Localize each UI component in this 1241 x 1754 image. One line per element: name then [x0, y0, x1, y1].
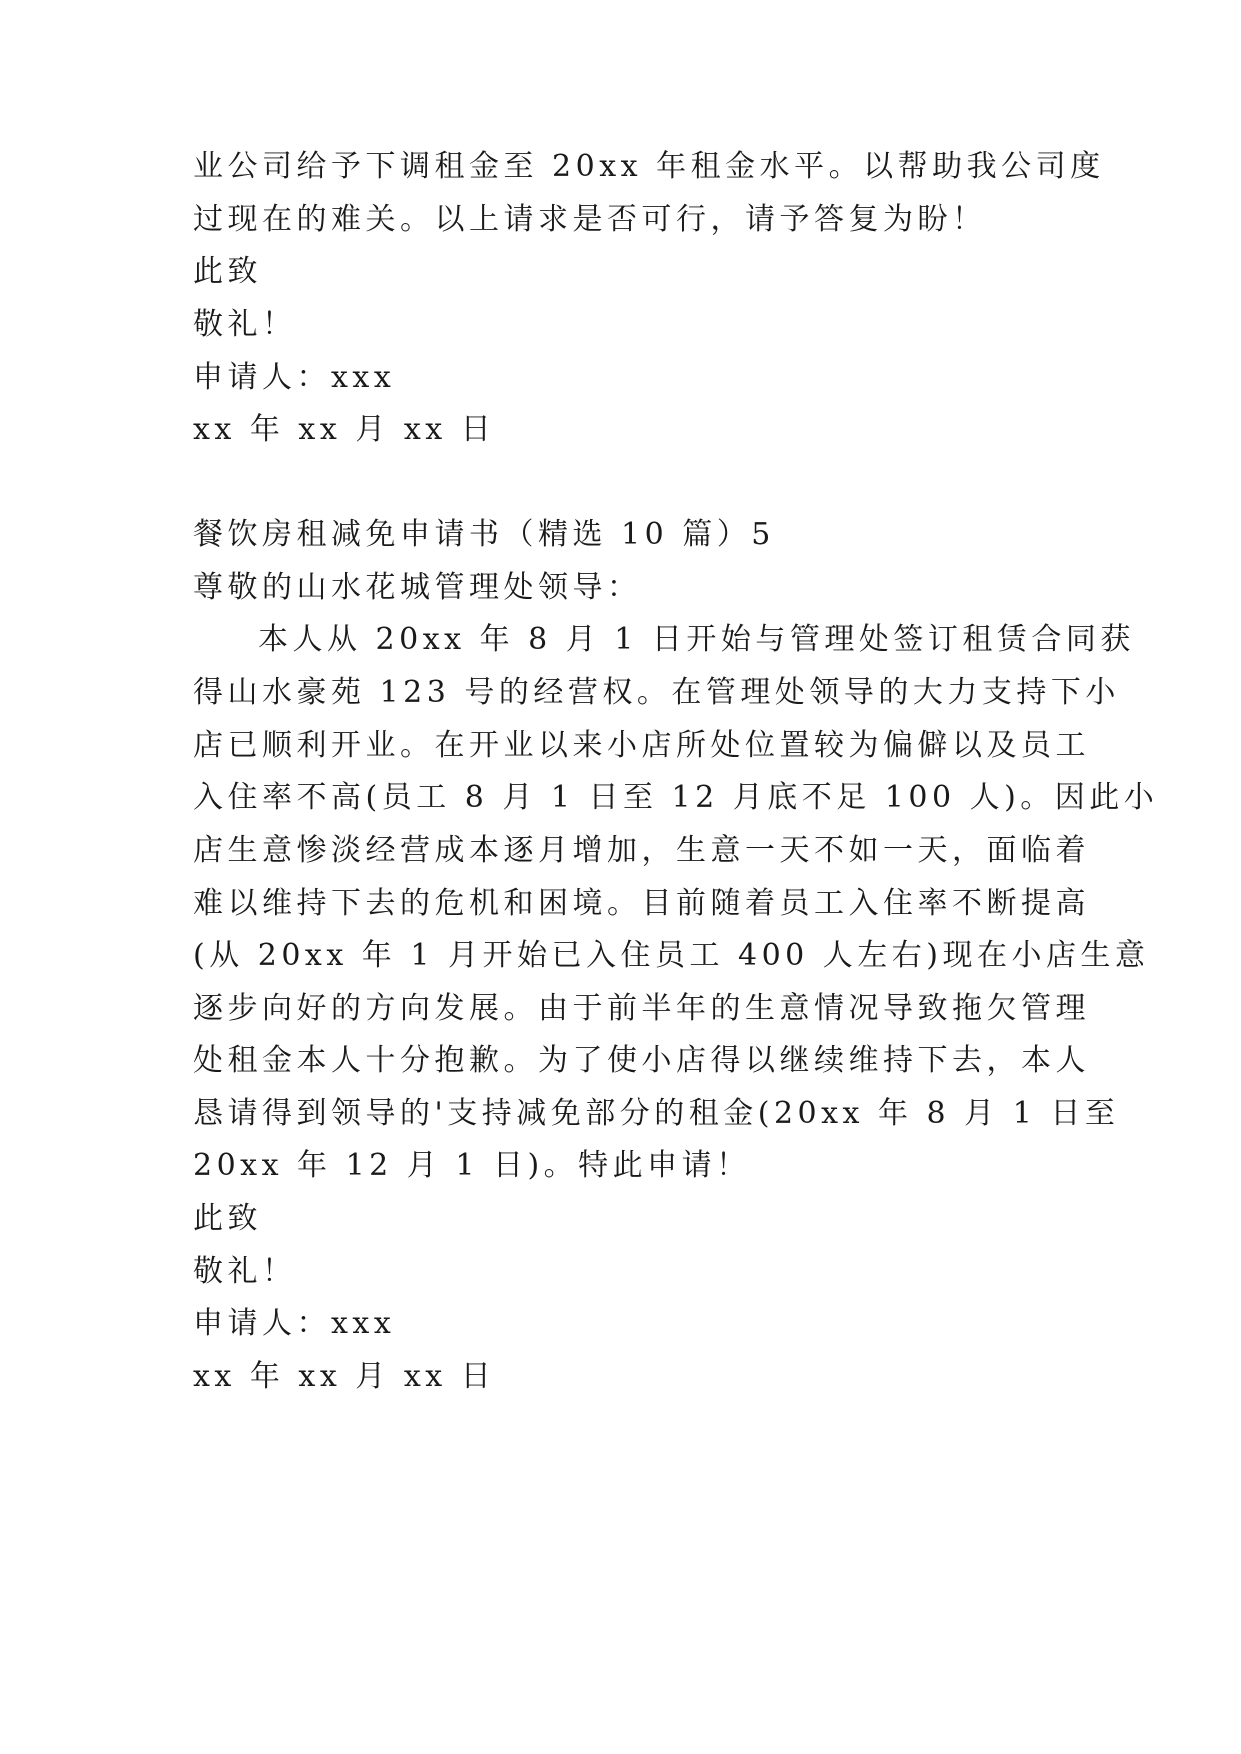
paragraph-line: 业公司给予下调租金至 20xx 年租金水平。以帮助我公司度: [193, 149, 1105, 184]
paragraph-line: 逐步向好的方向发展。由于前半年的生意情况导致拖欠管理: [193, 991, 1090, 1026]
paragraph-line: 得山水豪苑 123 号的经营权。在管理处领导的大力支持下小: [193, 675, 1120, 710]
date-line: xx 年 xx 月 xx 日: [193, 1359, 496, 1394]
applicant-line: 申请人：xxx: [193, 1306, 396, 1341]
closing-line: 此致: [193, 1201, 262, 1236]
paragraph-line: 店已顺利开业。在开业以来小店所处位置较为偏僻以及员工: [193, 728, 1090, 763]
paragraph-line: (从 20xx 年 1 月开始已入住员工 400 人左右)现在小店生意: [193, 938, 1150, 973]
applicant-line: 申请人：xxx: [193, 360, 396, 395]
paragraph-line: 处租金本人十分抱歉。为了使小店得以继续维持下去，本人: [193, 1043, 1090, 1078]
paragraph-line: 过现在的难关。以上请求是否可行，请予答复为盼！: [193, 202, 987, 237]
section-title: 餐饮房租减免申请书（精选 10 篇）5: [193, 517, 775, 552]
paragraph-line: 入住率不高(员工 8 月 1 日至 12 月底不足 100 人)。因此小: [193, 780, 1159, 815]
paragraph-line: 本人从 20xx 年 8 月 1 日开始与管理处签订租赁合同获: [258, 622, 1135, 657]
paragraph-line: 20xx 年 12 月 1 日)。特此申请！: [193, 1148, 751, 1183]
date-line: xx 年 xx 月 xx 日: [193, 412, 496, 447]
closing-line: 敬礼！: [193, 1254, 297, 1289]
paragraph-line: 难以维持下去的危机和困境。目前随着员工入住率不断提高: [193, 886, 1090, 921]
closing-line: 此致: [193, 254, 262, 289]
paragraph-line: 店生意惨淡经营成本逐月增加，生意一天不如一天，面临着: [193, 833, 1090, 868]
paragraph-line: 恳请得到领导的'支持减免部分的租金(20xx 年 8 月 1 日至: [193, 1096, 1120, 1131]
salutation: 尊敬的山水花城管理处领导：: [193, 570, 642, 605]
closing-line: 敬礼！: [193, 307, 297, 342]
